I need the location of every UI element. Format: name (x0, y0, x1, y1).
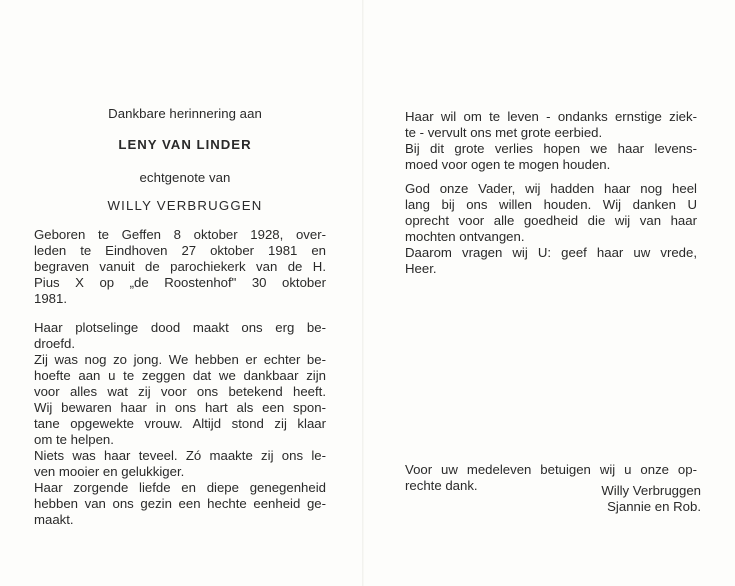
bio-line: Pius X op „de Roostenhof" 30 oktober (34, 275, 326, 290)
prayer-paragraph (405, 181, 697, 277)
deceased-name: LENY VAN LINDER (118, 137, 252, 152)
text-line: Voor uw medeleven betuigen wij u onze op- (405, 462, 697, 477)
bio-line: Geboren te Geffen 8 oktober 1928, over- (34, 227, 326, 242)
intro-text: Dankbare herinnering aan (108, 106, 262, 121)
tribute-line: hoefte aan u te zeggen dat we dankbaar zijn (34, 368, 326, 383)
tribute-line: Zij was nog zo jong. We hebben er echter be- (34, 352, 326, 367)
tribute-line: maakt. (34, 512, 74, 527)
spouse-name: WILLY VERBRUGGEN (107, 198, 263, 213)
text-line: te - vervult ons met grote eerbied. (405, 125, 603, 140)
text-line: moed voor ogen te mogen houden. (405, 157, 611, 172)
tribute-paragraph (34, 320, 326, 528)
tribute-line: Haar zorgende liefde en diepe genegenheid (34, 480, 326, 495)
text-line: Heer. (405, 261, 437, 276)
tribute-line: om te helpen. (34, 432, 114, 447)
text-line: God onze Vader, wij hadden haar nog heel (405, 181, 697, 196)
bio-line: leden te Eindhoven 27 oktober 1981 en (34, 243, 326, 258)
left-page (0, 0, 360, 586)
text-line: mochten ontvangen. (405, 229, 525, 244)
text-line: rechte dank. (405, 478, 478, 493)
right-page (360, 0, 735, 586)
signature-name: Willy Verbruggen (601, 483, 701, 498)
tribute-line: hebben van ons gezin een hechte eenheid ge- (34, 496, 326, 511)
text-line: Haar wil om te leven - ondanks ernstige ziek- (405, 109, 697, 124)
text-line: lang bij ons willen houden. Wij danken U (405, 197, 697, 212)
tribute-line: Niets was haar teveel. Zó maakte zij ons le- (34, 448, 326, 463)
tribute-line: ven mooier en gelukkiger. (34, 464, 185, 479)
will-to-live-paragraph (405, 109, 697, 173)
tribute-line: tane opgewekte vrouw. Altijd stond zij klaar (34, 416, 326, 431)
text-line: oprecht voor alle goedheid die wij van haar (405, 213, 697, 228)
tribute-line: Haar plotselinge dood maakt ons erg be- (34, 320, 326, 335)
tribute-line: Wij bewaren haar in ons hart als een spon- (34, 400, 326, 415)
signature-family: Sjannie en Rob. (607, 499, 701, 514)
bio-line: 1981. (34, 291, 68, 306)
text-line: Bij dit grote verlies hopen we haar levens- (405, 141, 697, 156)
text-line: Daarom vragen wij U: geef haar uw vrede, (405, 245, 697, 260)
relation-text: echtgenote van (139, 170, 231, 185)
tribute-line: voor alles wat zij voor ons betekend heeft. (34, 384, 326, 399)
biography-paragraph (34, 227, 326, 307)
tribute-line: droefd. (34, 336, 76, 351)
bio-line: begraven vanuit de parochiekerk van de H. (34, 259, 326, 274)
